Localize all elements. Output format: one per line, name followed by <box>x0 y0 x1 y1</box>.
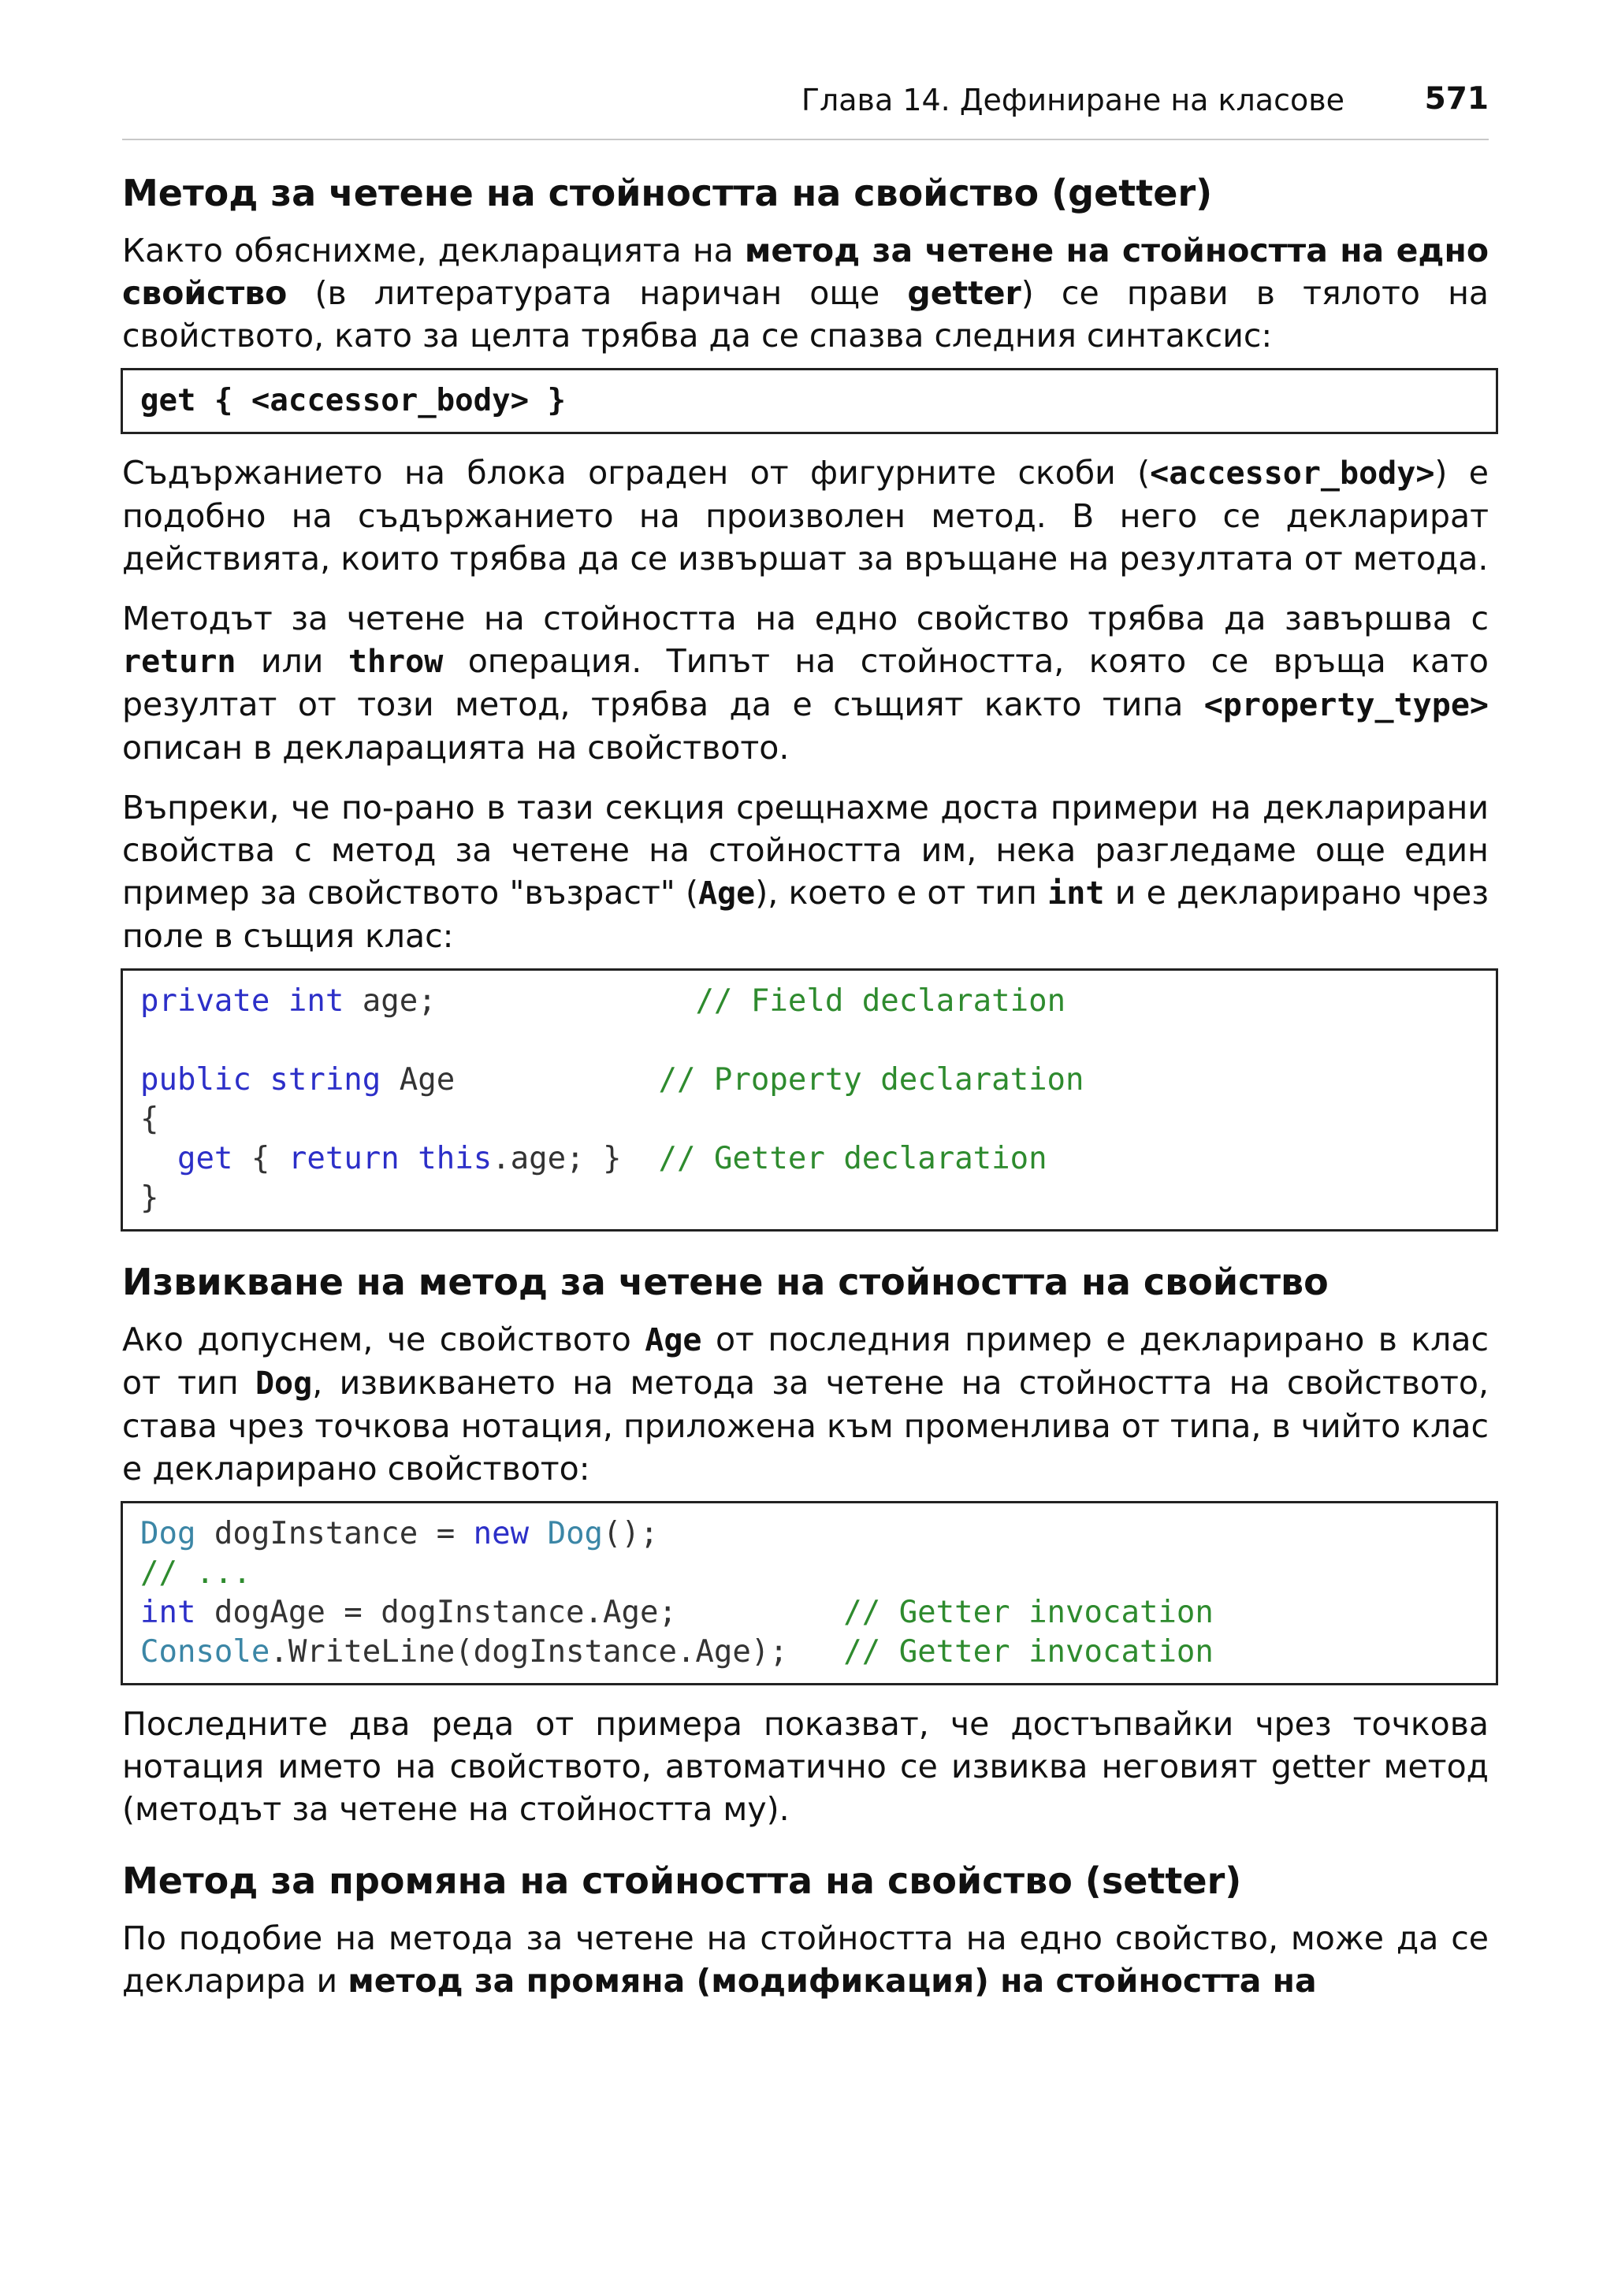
page-content <box>122 168 1489 2002</box>
paragraph-getter-intro: Както обяснихме, декларацията на метод за четене на стойността на едно свойство (в литературата наричан още getter) се прави в тялото на свойството, като за целта трябва да се спазва следния синтаксис: <box>122 232 1489 355</box>
paragraph-invoke-intro: Ако допуснем, че свойството Age от последния пример е декларирано в клас от тип Dog, извикването на метода за четене на стойността на свойството, става чрез точкова нотация, приложена към променлива от типа, в чийто клас е декларирано свойството: <box>122 1321 1489 1488</box>
chapter-title: Глава 14. Дефиниране на класове <box>801 83 1344 117</box>
page-number: 571 <box>1424 81 1489 117</box>
page-header <box>122 83 1489 132</box>
paragraph-accessor-body: Съдържанието на блока ограден от фигурните скоби (<accessor_body>) е подобно на съдържанието на произволен метод. В него се декларират действията, които трябва да се извършат за връщане на резултата от метода. <box>122 454 1489 578</box>
code-listing: Dog dogInstance = new Dog(); // ... int dogAge = dogInstance.Age; // Getter invocation Console.WriteLine(dogInstance.Age); // Getter invocation <box>140 1516 1214 1670</box>
code-block-dog-invocation <box>121 1501 1498 1685</box>
header-divider <box>122 139 1489 140</box>
section-heading-getter: Метод за четене на стойността на свойство (getter) <box>122 172 1213 214</box>
paragraph-age-example: Въпреки, че по-рано в тази секция срещнахме доста примери на декларирани свойства с метод за четене на стойността им, нека разгледаме още един пример за свойството "възраст" (Age), което е от тип int и е декларирано чрез поле в същия клас: <box>122 789 1489 955</box>
paragraph-return-type: Методът за четене на стойността на едно свойство трябва да завършва с return или throw операция. Типът на стойността, която се връща като резултат от този метод, трябва да е същият както типа <property_type> описан в декларацията на свойството. <box>122 600 1489 767</box>
paragraph-invoke-summary: Последните два реда от примера показват, че достъпвайки чрез точкова нотация името на свойството, автоматично се извиква неговият getter метод (методът за четене на стойността му). <box>122 1705 1489 1828</box>
code-block-age-property <box>121 968 1498 1232</box>
code-line: get { <accessor_body> } <box>140 383 567 418</box>
code-block-syntax <box>121 368 1498 434</box>
code-listing: private int age; // Field declaration public string Age // Property declaration { get { return this.age; } // Getter declaration } <box>140 983 1084 1216</box>
paragraph-setter-intro: По подобие на метода за четене на стойността на едно свойство, може да се декларира и метод за промяна (модификация) на стойността на <box>122 1919 1489 2000</box>
section-heading-invoke: Извикване на метод за четене на стойността на свойство <box>122 1261 1329 1303</box>
section-heading-setter: Метод за промяна на стойността на свойство (setter) <box>122 1859 1242 1902</box>
